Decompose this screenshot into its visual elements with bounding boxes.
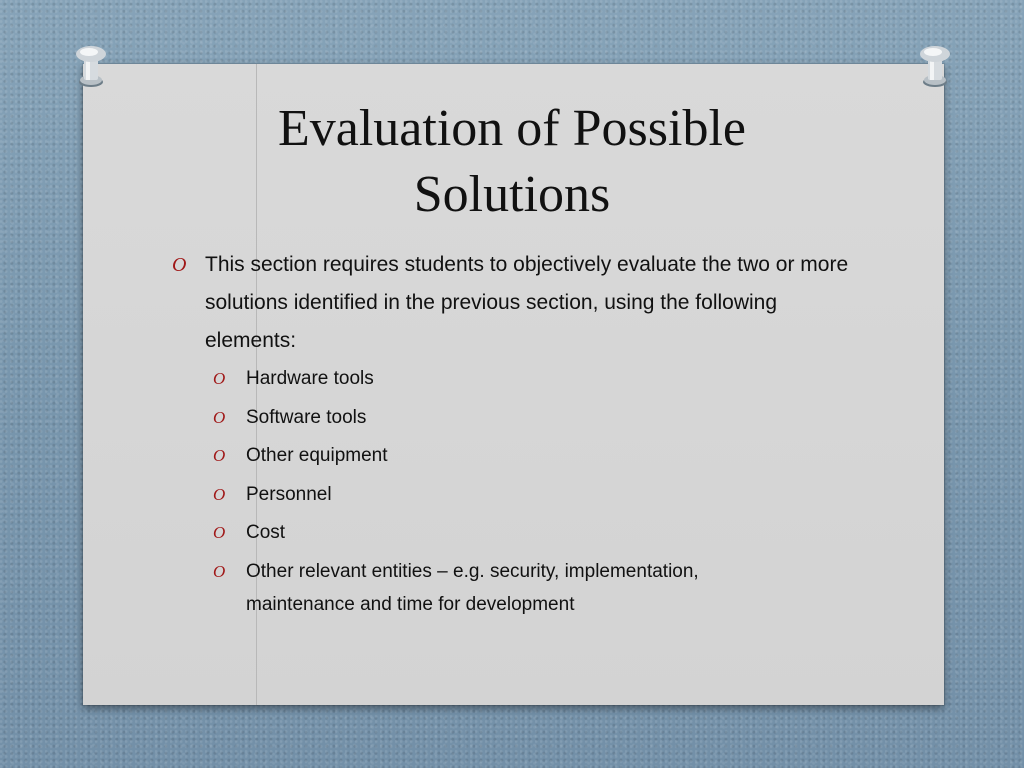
- bullet-main-text: This section requires students to objectively evaluate the two or more solutions identified in the previous section, using the following elements:: [205, 253, 849, 352]
- sub-bullet-list: [172, 362, 852, 621]
- sub-bullet-item: [213, 478, 806, 511]
- bullet-o-icon: O: [213, 484, 226, 504]
- pushpin-icon: [916, 42, 954, 90]
- sub-bullet-text: Software tools: [246, 406, 367, 428]
- sub-bullet-item: [213, 362, 806, 395]
- bullet-o-icon: O: [213, 446, 226, 465]
- bullet-main: [172, 246, 852, 360]
- sub-bullet-text: Hardware tools: [246, 368, 374, 389]
- slide-content: [172, 246, 852, 626]
- title-line-2: Solutions: [413, 166, 611, 223]
- sub-bullet-text: Other equipment: [246, 445, 388, 466]
- slide-title: [0, 96, 1024, 228]
- bullet-o-icon: O: [213, 369, 226, 388]
- sub-bullet-text: Other relevant entities – e.g. security, implementation, maintenance and time for development: [246, 560, 699, 615]
- sub-bullet-item: [213, 555, 806, 621]
- sub-bullet-text: Personnel: [246, 483, 332, 505]
- sub-bullet-item: [213, 516, 806, 549]
- bullet-o-icon: O: [213, 523, 226, 542]
- pushpin-icon: [72, 42, 110, 90]
- title-line-1: Evaluation of Possible: [278, 100, 746, 157]
- bullet-o-icon: O: [213, 407, 226, 427]
- sub-bullet-item: [213, 439, 806, 472]
- sub-bullet-item: [213, 401, 806, 434]
- sub-bullet-text: Cost: [246, 522, 286, 543]
- bullet-o-icon: O: [213, 561, 226, 581]
- bullet-o-icon: O: [172, 254, 187, 276]
